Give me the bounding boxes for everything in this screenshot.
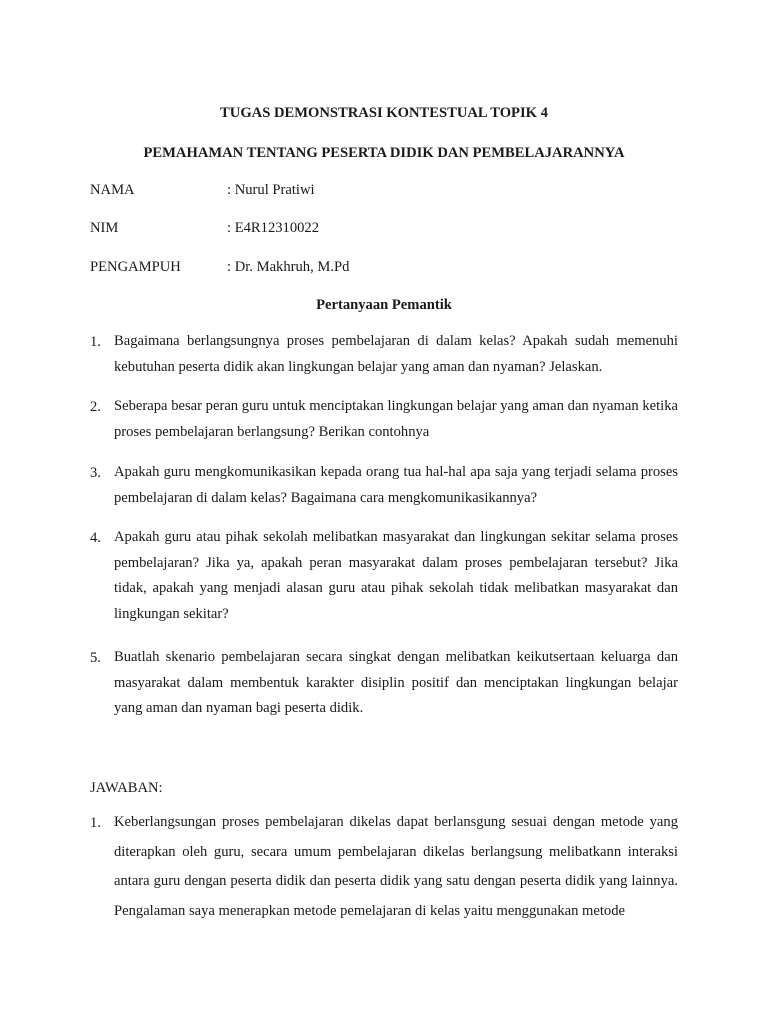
question-number: 4. [90, 530, 101, 546]
field-value: : Dr. Makhruh, M.Pd [227, 259, 350, 275]
question-item [90, 329, 678, 380]
field-nim [90, 220, 690, 240]
question-number: 2. [90, 399, 101, 415]
question-text: Apakah guru mengkomunikasikan kepada orang tua hal-hal apa saja yang terjadi selama proses pembelajaran di dalam kelas? Bagaimana cara mengkomunikasikannya? [114, 464, 678, 506]
question-item [90, 460, 678, 511]
field-label: NAMA [90, 182, 135, 198]
document-title: TUGAS DEMONSTRASI KONTESTUAL TOPIK 4 [220, 105, 548, 121]
answer-item [90, 815, 678, 1024]
question-number: 5. [90, 650, 101, 666]
answer-heading: JAWABAN: [90, 780, 163, 796]
section-title: Pertanyaan Pemantik [316, 297, 452, 313]
question-text: Bagaimana berlangsungnya proses pembelajaran di dalam kelas? Apakah sudah memenuhi kebutuhan peserta didik akan lingkungan belajar yang aman dan nyaman? Jelaskan. [114, 333, 678, 375]
field-label: PENGAMPUH [90, 259, 181, 275]
question-number: 3. [90, 465, 101, 481]
question-text: Buatlah skenario pembelajaran secara singkat dengan melibatkan keikutsertaan keluarga dan masyarakat dalam membentuk karakter disiplin positif dan menciptakan lingkungan belajar yang aman dan nyaman bagi peserta didik. [114, 649, 678, 716]
field-label: NIM [90, 220, 119, 236]
field-value: : E4R12310022 [227, 220, 320, 236]
question-text: Seberapa besar peran guru untuk menciptakan lingkungan belajar yang aman dan nyaman ketika proses pembelajaran berlangsung? Berikan contohnya [114, 398, 678, 440]
question-text: Apakah guru atau pihak sekolah melibatkan masyarakat dan lingkungan sekitar selama proses pembelajaran? Jika ya, apakah peran masyarakat dalam proses pembelajaran tersebut? Jika tidak, apakah yang menjadi alasan guru atau pihak sekolah tidak melibatkan masyarakat dan lingkungan sekitar? [114, 529, 678, 622]
document-subtitle: PEMAHAMAN TENTANG PESERTA DIDIK DAN PEMBELAJARANNYA [143, 145, 625, 161]
question-item [90, 645, 678, 722]
field-value: : Nurul Pratiwi [227, 182, 315, 198]
question-item [90, 394, 678, 445]
answer-text: Keberlangsungan proses pembelajaran dikelas dapat berlansgung sesuai dengan metode yang diterapkan oleh guru, secara umum pembelajaran dikelas berlangsung melibatkann interaksi antara guru dengan peserta didik dan peserta didik yang satu dengan peserta didik yang lainnya. Pengalaman saya menerapkan metode pemelajaran di kelas yaitu menggunakan metode [114, 815, 678, 919]
question-item [90, 525, 678, 627]
field-nama [90, 182, 690, 202]
question-number: 1. [90, 334, 101, 350]
answer-number: 1. [90, 815, 101, 831]
field-pengampuh [90, 259, 690, 279]
